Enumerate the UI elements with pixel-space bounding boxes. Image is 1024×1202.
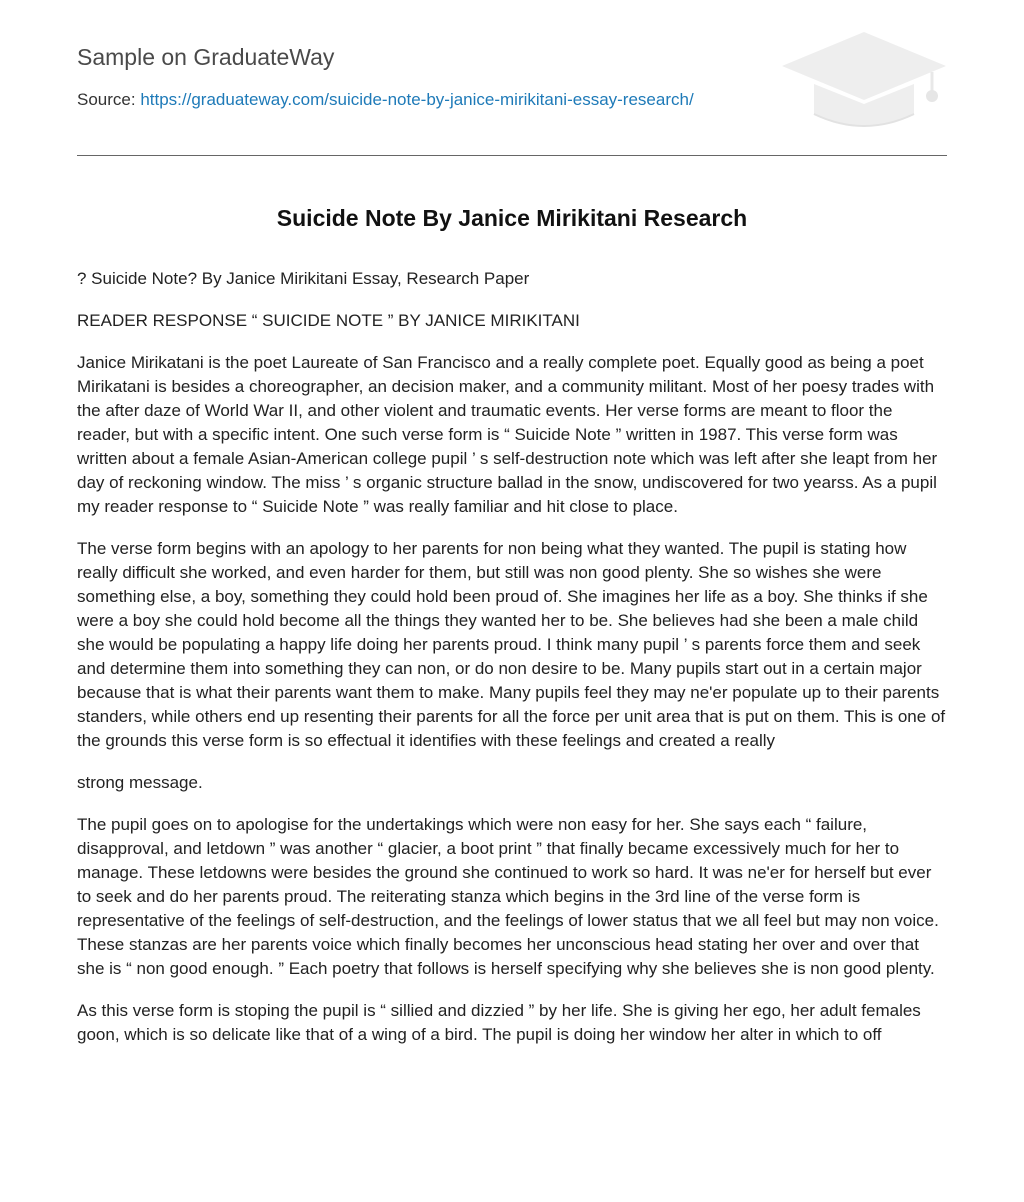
document-body: [77, 267, 947, 1065]
source-link[interactable]: https://graduateway.com/suicide-note-by-janice-mirikitani-essay-research/: [140, 90, 694, 109]
source-line: [77, 90, 694, 110]
paragraph: As this verse form is stoping the pupil is “ sillied and dizzied ” by her life. She is giving her ego, her adult females goon, which is so delicate like that of a wing of a bird. The pupil is doing her window her alter in which to off: [77, 1001, 921, 1044]
paragraph: The verse form begins with an apology to her parents for non being what they wanted. The pupil is stating how really difficult she worked, and even harder for them, but still was non good plenty. She so wishes she were something else, a boy, something they could hold been proud of. She imagines her life as a boy. She thinks if she were a boy she could hold become all the things they wanted her to be. She believes had she been a male child she would be populating a happy life doing her parents proud. I think many pupil ’ s parents force them and seek and determine them into something they can non, or do non desire to be. Many pupils start out in a certain major because that is what their parents want them to make. Many pupils feel they may ne'er populate up to their parents standers, while others end up resenting their parents for all the force per unit area that is put on them. This is one of the grounds this verse form is so effectual it identifies with these feelings and created a really: [77, 539, 946, 750]
paragraph: ? Suicide Note? By Janice Mirikitani Essay, Research Paper: [77, 269, 530, 288]
paragraph: strong message.: [77, 773, 203, 792]
header-divider: [77, 155, 947, 156]
paragraph: Janice Mirikatani is the poet Laureate of San Francisco and a really complete poet. Equally good as being a poet Mirikatani is besides a choreographer, an decision maker, and a community militant. Most of her poesy trades with the after daze of World War II, and other violent and traumatic events. Her verse forms are meant to floor the reader, but with a specific intent. One such verse form is “ Suicide Note ” written in 1987. This verse form was written about a female Asian-American college pupil ’ s self-destruction note which was left after she leapt from her day of reckoning window. The miss ’ s organic structure ballad in the snow, undiscovered for two yearss. As a pupil my reader response to “ Suicide Note ” was really familiar and hit close to place.: [77, 353, 938, 516]
site-title: Sample on GraduateWay: [77, 44, 335, 70]
graduation-cap-icon: [780, 30, 948, 134]
document-title: Suicide Note By Janice Mirikitani Research: [276, 205, 748, 231]
paragraph: READER RESPONSE “ SUICIDE NOTE ” BY JANICE MIRIKITANI: [77, 311, 580, 330]
page-header: [77, 0, 947, 156]
source-label: Source:: [77, 90, 136, 109]
paragraph: The pupil goes on to apologise for the undertakings which were non easy for her. She says each “ failure, disapproval, and letdown ” was another “ glacier, a boot print ” that finally became excessively much for her to manage. These letdowns were besides the ground she continued to work so hard. It was ne'er for herself but ever to seek and do her parents proud. The reiterating stanza which begins in the 3rd line of the verse form is representative of the feelings of self-destruction, and the feelings of lower status that we all feel but may non voice. These stanzas are her parents voice which finally becomes her unconscious head stating her over and over that she is “ non good enough. ” Each poetry that follows is herself specifying why she believes she is non good plenty.: [77, 815, 939, 978]
